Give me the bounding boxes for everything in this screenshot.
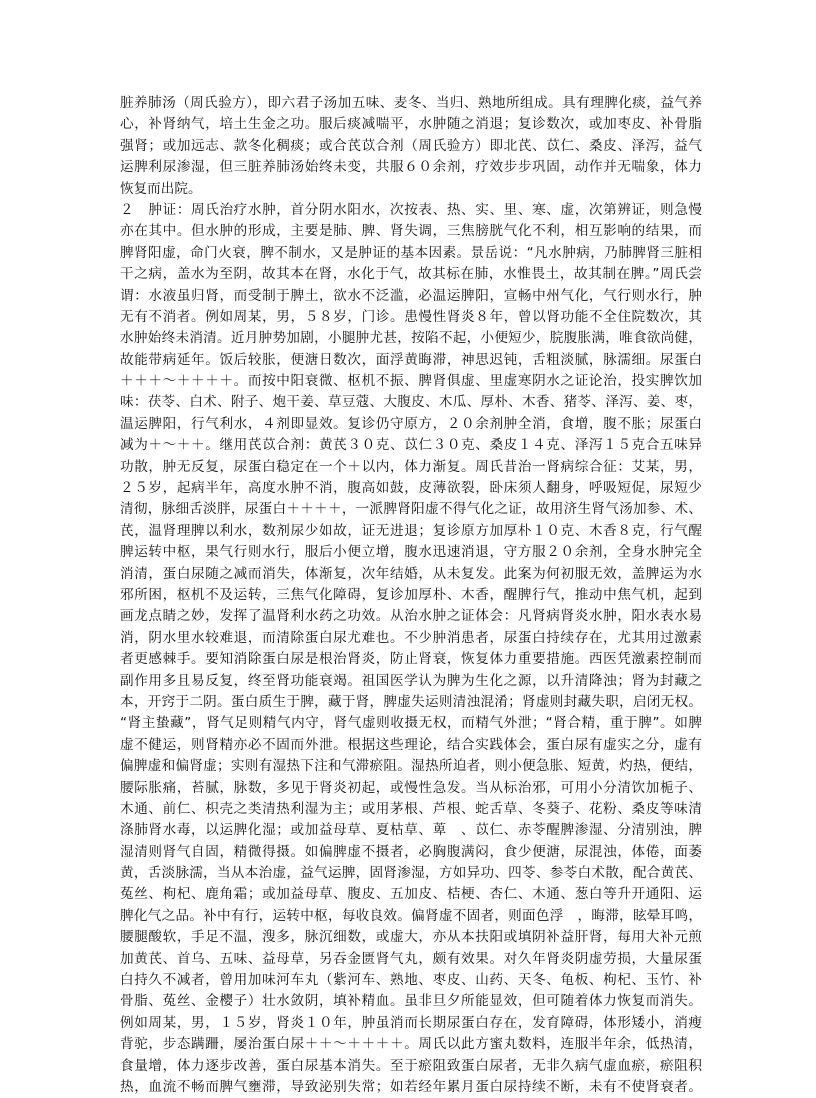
text-line: 腰际胀痛，苔腻，脉数，多见于肾炎初起，或慢性急发。当从标治邪，可用小分清饮加栀子、 bbox=[120, 779, 702, 796]
text-line: 热，血流不畅而脾气壅滞，导致泌别失常；如若经年累月蛋白尿持续不断，未有不使肾衰者。 bbox=[120, 1078, 702, 1095]
text-line: 脾化气之品。补中有行，运转中枢，每收良效。偏肾虚不固者，则面色浮 ，晦滞，眩晕耳鸣， bbox=[120, 907, 702, 924]
text-line: 脾肾阳虚，命门火衰，脾不制水，又是肿证的基本因素。景岳说：“凡水肿病，乃肺脾肾三脏相 bbox=[120, 244, 702, 261]
text-line: 消清，蛋白尿随之减而消失，体渐复，次年结婚，从未复发。此案为何初服无效，盖脾运为水 bbox=[120, 565, 702, 582]
text-line: 谓：水液虽归肾，而受制于脾土，欲水不泛滥，必温运脾阳，宣畅中州气化，气行则水行，肿 bbox=[120, 287, 702, 304]
text-line: 干之病，盖水为至阴，故其本在肾，水化于气，故其标在肺，水惟畏土，故其制在脾。”周氏尝 bbox=[120, 266, 702, 283]
text-line: 水肿始终未消清。近月肿势加剧，小腿肿尤甚，按陷不起，小便短少，脘腹胀满，唯食欲尚健， bbox=[120, 330, 702, 347]
text-line: 骨脂、菟丝、金樱子）壮水敛阴，填补精血。虽非旦夕所能显效，但可随着体力恢复而消失。 bbox=[120, 993, 702, 1010]
text-line: 副作用多且易反复，终至肾功能衰竭。祖国医学认为脾为生化之源，以升清降浊；肾为封藏之 bbox=[120, 672, 702, 689]
text-line: 背驼，步态蹒跚，屡治蛋白尿＋＋～＋＋＋＋。周氏以此方蜜丸数料，连服半年余，低热清， bbox=[120, 1036, 702, 1053]
document-page bbox=[120, 93, 702, 1098]
text-line: 强肾；或加远志、款冬化稠痰；或合芪苡合剂（周氏验方）即北芪、苡仁、桑皮、泽泻，益气 bbox=[120, 137, 702, 154]
text-line: 涤肺肾水毒，以运脾化湿；或加益母草、夏枯草、萆 、苡仁、赤苓醒脾渗湿、分清别浊，脾 bbox=[120, 822, 702, 839]
text-line: 腰腿酸软，手足不温，溲多，脉沉细数，或虚大，亦从本扶阳或填阴补益肝肾，每用大补元煎 bbox=[120, 929, 702, 946]
text-line: 画龙点睛之妙，发挥了温肾利水药之功效。从治水肿之证体会：凡肾病肾炎水肿，阳水表水易 bbox=[120, 608, 702, 625]
text-line: 味：茯苓、白术、附子、炮干姜、草豆蔻、大腹皮、木瓜、厚朴、木香、猪苓、泽泻、姜、枣， bbox=[120, 394, 702, 411]
text-line: 食量增，体力逐步改善，蛋白尿基本消失。至于瘀阻致蛋白尿者，无非久病气虚血瘀，瘀阻积 bbox=[120, 1057, 702, 1074]
text-line: 例如周某，男，１５岁，肾炎１０年，肿虽消而长期尿蛋白存在，发育障碍，体形矮小，消瘦 bbox=[120, 1014, 702, 1031]
text-line: 功散，肿无反复，尿蛋白稳定在一个＋以内，体力渐复。周氏昔治一肾病综合征：艾某，男， bbox=[120, 458, 702, 475]
text-line: 偏脾虚和偏肾虚；实则有湿热下注和气滞瘀阻。湿热所迫者，则小便急胀、短黄，灼热，便结， bbox=[120, 758, 702, 775]
text-line: 黄，舌淡脉濡，当从本治虚，益气运脾，固肾渗湿，方如异功、四苓、参苓白术散，配合黄芪、 bbox=[120, 865, 702, 882]
text-line: 芪，温肾理脾以利水，数剂尿少如故，证无进退；复诊原方加厚朴１０克、木香８克，行气醒 bbox=[120, 522, 702, 539]
text-line: 湿清则肾气自固，精微得摄。如偏脾虚不摄者，必胸腹满闷，食少便溏，尿混浊，体倦，面萎 bbox=[120, 843, 702, 860]
text-line: 木通、前仁、枳壳之类清热利湿为主；或用茅根、芦根、蛇舌草、冬葵子、花粉、桑皮等味清 bbox=[120, 800, 702, 817]
text-line: 运脾利尿渗湿，但三脏养肺汤始终未变，共服６０余剂，疗效步步巩固，动作并无喘象，体力 bbox=[120, 159, 702, 176]
text-line: 温运脾阳，行气利水，４剂即显效。复诊仍守原方，２０余剂肿全消，食增，腹不胀；尿蛋白 bbox=[120, 415, 702, 432]
text-line: 消，阴水里水较难退，而清除蛋白尿尤难也。不少肿消患者，尿蛋白持续存在，尤其用过激素 bbox=[120, 629, 702, 646]
text-line: 菟丝、枸杞、鹿角霜；或加益母草、腹皮、五加皮、桔梗、杏仁、木通、葱白等升开通阳、运 bbox=[120, 886, 702, 903]
text-line: ＋＋＋～＋＋＋＋。而按中阳衰微、枢机不振、脾肾俱虚、里虚寒阴水之证论治，投实脾饮加 bbox=[120, 373, 702, 390]
text-line: 虚不健运，则肾精亦必不固而外泄。根据这些理论，结合实践体会，蛋白尿有虚实之分，虚有 bbox=[120, 736, 702, 753]
text-line: 故能带病延年。饭后较胀，便溏日数次，面浮黄晦滞，神思迟钝，舌粗淡腻，脉濡细。尿蛋白 bbox=[120, 351, 702, 368]
text-line: 脾运转中枢，果气行则水行，服后小便立增，腹水迅速消退，守方服２０余剂，全身水肿完全 bbox=[120, 544, 702, 561]
text-line: 邪所困，枢机不及运转，三焦气化障碍，复诊加厚朴、木香，醒脾行气，推动中焦气机，起到 bbox=[120, 586, 702, 603]
text-line: 清彻，脉细舌淡胖，尿蛋白＋＋＋＋，一派脾肾阳虚不得气化之证，故用济生肾气汤加参、术、 bbox=[120, 501, 702, 518]
text-line: 心，补肾纳气，培土生金之功。服后痰减喘平，水肿随之消退；复诊数次，或加枣皮、补骨脂 bbox=[120, 116, 702, 133]
text-line: ２５岁，起病半年，高度水肿不消，腹高如鼓，皮薄欲裂，卧床须人翻身，呼吸短促，尿短少 bbox=[120, 480, 702, 497]
text-line: 者更感棘手。要知消除蛋白尿是根治肾炎，防止肾衰，恢复体力重要措施。西医凭激素控制而 bbox=[120, 651, 702, 668]
text-line: 加黄芪、首乌、五味、益母草，另吞金匮肾气丸，颇有效果。对久年肾炎阴虚劳损，大量尿蛋 bbox=[120, 950, 702, 967]
text-line: “肾主蛰藏”，肾气足则精气内守，肾气虚则收摄无权，而精气外泄；“肾合精，重于脾”。如脾 bbox=[120, 715, 702, 732]
text-line: 无有不消者。例如周某，男，５８岁，门诊。患慢性肾炎８年，曾以肾功能不全住院数次，其 bbox=[120, 308, 702, 325]
text-line: 脏养肺汤（周氏验方），即六君子汤加五味、麦冬、当归、熟地所组成。具有理脾化痰，益气养 bbox=[120, 95, 702, 111]
text-line: 亦在其中。但水肿的形成，主要是肺、脾、肾失调，三焦膀胱气化不利，相互影响的结果，而 bbox=[120, 223, 702, 240]
text-line: 减为＋～＋＋。继用芪苡合剂：黄芪３０克、苡仁３０克、桑皮１４克、泽泻１５克合五味异 bbox=[120, 437, 702, 454]
text-line: ２ 肿证：周氏治疗水肿，首分阴水阳水，次按表、热、实、里、寒、虚，次第辨证，则急慢 bbox=[120, 201, 702, 218]
text-line: 恢复而出院。 bbox=[120, 180, 202, 197]
text-line: 本，开窍于二阴。蛋白质生于脾，藏于肾，脾虚失运则清浊混淆；肾虚则封藏失职，启闭无权。 bbox=[120, 693, 702, 710]
text-line: 白持久不减者，曾用加味河车丸（紫河车、熟地、枣皮、山药、天冬、龟板、枸杞、玉竹、补 bbox=[120, 972, 702, 989]
